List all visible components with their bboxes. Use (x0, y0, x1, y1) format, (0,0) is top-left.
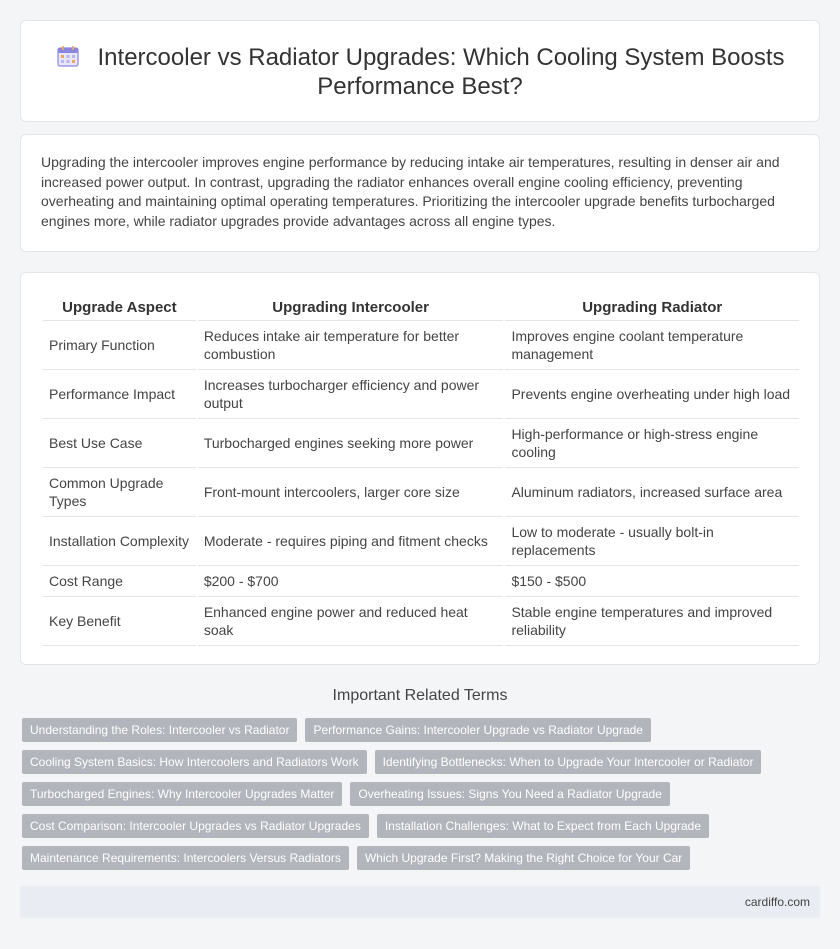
radiator-cell: Aluminum radiators, increased surface area (505, 468, 799, 517)
column-header-intercooler: Upgrading Intercooler (198, 291, 504, 321)
related-term-link[interactable]: Identifying Bottlenecks: When to Upgrade Your Intercooler or Radiator (375, 750, 762, 774)
calendar-icon (56, 44, 80, 68)
radiator-cell: Low to moderate - usually bolt-in replacements (505, 517, 799, 566)
table-row (43, 517, 799, 566)
intro-paragraph: Upgrading the intercooler improves engine performance by reducing intake air temperatures, resulting in denser air and increased power output. In contrast, upgrading the radiator enhances overall engine cooling efficiency, preventing overheating and maintaining optimal operating temperatures. Prioritizing the intercooler upgrade benefits turbocharged engines more, while radiator upgrades provide advantages across all engine types. (41, 154, 780, 229)
comparison-table (41, 291, 801, 646)
comparison-table-card (20, 272, 820, 665)
related-term-link[interactable]: Turbocharged Engines: Why Intercooler Upgrades Matter (22, 782, 342, 806)
row-label: Performance Impact (43, 370, 196, 419)
header-card (20, 20, 820, 122)
related-term-link[interactable]: Installation Challenges: What to Expect from Each Upgrade (377, 814, 709, 838)
page-title (21, 43, 819, 101)
intercooler-cell: Turbocharged engines seeking more power (198, 419, 504, 468)
related-terms-title: Important Related Terms (332, 687, 508, 704)
footer (20, 886, 820, 918)
column-header-aspect: Upgrade Aspect (43, 291, 196, 321)
related-term-link[interactable]: Understanding the Roles: Intercooler vs Radiator (22, 718, 297, 742)
intercooler-cell: Moderate - requires piping and fitment checks (198, 517, 504, 566)
related-term-link[interactable]: Maintenance Requirements: Intercoolers Versus Radiators (22, 846, 349, 870)
table-row (43, 468, 799, 517)
intercooler-cell: Front-mount intercoolers, larger core size (198, 468, 504, 517)
intro-card (20, 134, 820, 252)
intercooler-cell: $200 - $700 (198, 566, 504, 597)
table-row (43, 419, 799, 468)
site-link[interactable]: cardiffo.com (744, 895, 810, 909)
radiator-cell: $150 - $500 (505, 566, 799, 597)
table-header-row (43, 291, 799, 321)
radiator-cell: Stable engine temperatures and improved reliability (505, 597, 799, 646)
related-term-link[interactable]: Overheating Issues: Signs You Need a Radiator Upgrade (350, 782, 670, 806)
row-label: Key Benefit (43, 597, 196, 646)
intercooler-cell: Reduces intake air temperature for better combustion (198, 321, 504, 370)
radiator-cell: High-performance or high-stress engine cooling (505, 419, 799, 468)
row-label: Cost Range (43, 566, 196, 597)
row-label: Primary Function (43, 321, 196, 370)
table-row (43, 370, 799, 419)
related-term-link[interactable]: Which Upgrade First? Making the Right Choice for Your Car (357, 846, 690, 870)
table-row (43, 597, 799, 646)
row-label: Best Use Case (43, 419, 196, 468)
row-label: Common Upgrade Types (43, 468, 196, 517)
table-row (43, 566, 799, 597)
intercooler-cell: Increases turbocharger efficiency and power output (198, 370, 504, 419)
related-terms-list (22, 718, 812, 878)
related-term-link[interactable]: Cost Comparison: Intercooler Upgrades vs Radiator Upgrades (22, 814, 369, 838)
radiator-cell: Improves engine coolant temperature management (505, 321, 799, 370)
intercooler-cell: Enhanced engine power and reduced heat soak (198, 597, 504, 646)
radiator-cell: Prevents engine overheating under high load (505, 370, 799, 419)
column-header-radiator: Upgrading Radiator (505, 291, 799, 321)
related-term-link[interactable]: Cooling System Basics: How Intercoolers and Radiators Work (22, 750, 367, 774)
related-term-link[interactable]: Performance Gains: Intercooler Upgrade vs Radiator Upgrade (305, 718, 651, 742)
page-title-text: Intercooler vs Radiator Upgrades: Which Cooling System Boosts Performance Best? (97, 44, 785, 100)
row-label: Installation Complexity (43, 517, 196, 566)
table-row (43, 321, 799, 370)
